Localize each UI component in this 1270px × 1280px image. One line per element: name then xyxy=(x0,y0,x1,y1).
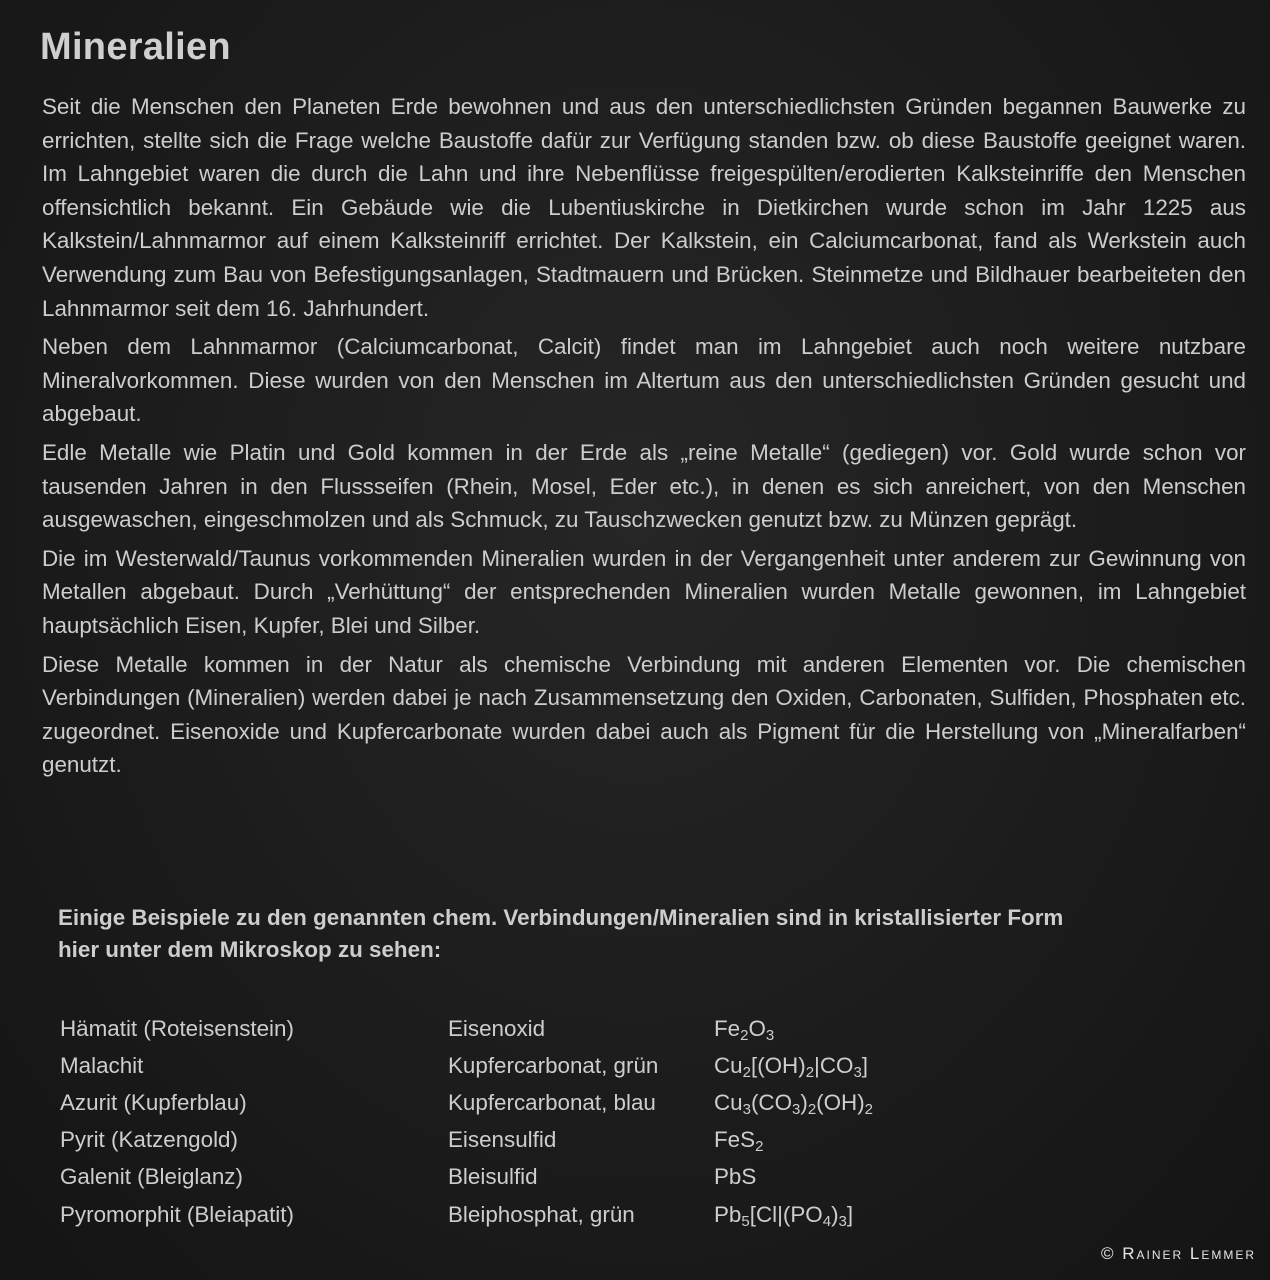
mineral-formula: $Pb_5[Cl|(PO_4)_3]$ xyxy=(714,1201,854,1230)
paragraph: Diese Metalle kommen in der Natur als chemische Verbindung mit anderen Elementen vor. Die chemischen Verbindungen (Mineralien) werden dabei je nach Zusammensetzung den Oxiden, Carbonaten, Sulfiden, Phosphaten etc. zugeordnet. Eisenoxide und Kupfercarbonate wurden dabei auch als Pigment für die Herstellung von „Mineralfarben“ genutzt. xyxy=(42,651,1246,778)
table-row xyxy=(60,1047,960,1084)
mineral-formula: $Cu_2[(OH)_2|CO_3]$ xyxy=(714,1052,869,1081)
paragraph: Neben dem Lahnmarmor (Calciumcarbonat, Calcit) findet man im Lahngebiet auch noch weitere nutzbare Mineralvorkommen. Diese wurden von den Menschen im Altertum aus den unterschiedlichsten Gründen gesucht und abgebaut. xyxy=(42,334,1246,427)
mineral-compound: Eisensulfid xyxy=(448,1127,557,1153)
table-row xyxy=(60,1196,960,1233)
mineral-compound: Bleiphosphat, grün xyxy=(448,1201,635,1227)
mineral-formula: $Cu_3(CO_3)_2(OH)_2$ xyxy=(714,1089,874,1118)
mineral-formula: $Fe_2O_3$ xyxy=(714,1015,775,1044)
mineral-compound: Kupfercarbonat, grün xyxy=(448,1052,659,1078)
mineral-name: Pyromorphit (Bleiapatit) xyxy=(60,1201,294,1227)
mineral-formula: PbS xyxy=(714,1164,757,1190)
mineral-name: Pyrit (Katzengold) xyxy=(60,1127,238,1153)
table-row xyxy=(60,1159,960,1196)
mineral-compound: Eisenoxid xyxy=(448,1015,546,1041)
table-row xyxy=(60,1010,960,1047)
body-text xyxy=(42,90,1246,787)
mineral-name: Malachit xyxy=(60,1052,144,1078)
mineral-name: Hämatit (Roteisenstein) xyxy=(60,1015,294,1041)
intro-line: hier unter dem Mikroskop zu sehen: xyxy=(58,937,442,962)
minerals-table xyxy=(60,1010,960,1233)
mineral-name: Galenit (Bleiglanz) xyxy=(60,1164,243,1190)
paragraph: Seit die Menschen den Planeten Erde bewohnen und aus den unterschiedlichsten Gründen begannen Bauwerke zu errichten, stellte sich die Frage welche Baustoffe dafür zur Verfügung standen bzw. ob diese Baustoffe geeignet waren. Im Lahngebiet waren die durch die Lahn und ihre Nebenflüsse freigespülten/erodierten Kalksteinriffe den Menschen offensichtlich bekannt. Ein Gebäude wie die Lubentiuskirche in Dietkirchen wurde schon im Jahr 1225 aus Kalkstein/Lahnmarmor auf einem Kalksteinriff errichtet. Der Kalkstein, ein Calciumcarbonat, fand als Werkstein auch Verwendung zum Bau von Befestigungsanlagen, Stadtmauern und Brücken. Steinmetze und Bildhauer bearbeiteten den Lahnmarmor seit dem 16. Jahrhundert. xyxy=(42,94,1246,321)
mineral-compound: Bleisulfid xyxy=(448,1164,538,1190)
mineral-formula: FeS$_2$ xyxy=(714,1127,764,1156)
mineral-name: Azurit (Kupferblau) xyxy=(60,1089,247,1115)
intro-line: Einige Beispiele zu den genannten chem. Verbindungen/Mineralien sind in kristallisierter Form xyxy=(58,905,1064,930)
paragraph: Edle Metalle wie Platin und Gold kommen in der Erde als „reine Metalle“ (gediegen) vor. Gold wurde schon vor tausenden Jahren in den Flussseifen (Rhein, Mosel, Eder etc.), in denen es sich anreichert, von den Menschen ausgewaschen, eingeschmolzen und als Schmuck, zu Tauschzwecken genutzt bzw. zu Münzen geprägt. xyxy=(42,439,1246,533)
table-row xyxy=(60,1084,960,1121)
page-title: Mineralien xyxy=(40,26,231,68)
mineral-compound: Kupfercarbonat, blau xyxy=(448,1089,656,1115)
table-row xyxy=(60,1122,960,1159)
examples-intro xyxy=(58,902,1238,966)
copyright-notice: © Rainer Lemmer xyxy=(1100,1244,1256,1263)
paragraph: Die im Westerwald/Taunus vorkommenden Mineralien wurden in der Vergangenheit unter anderem zur Gewinnung von Metallen abgebaut. Durch „Verhüttung“ der entsprechenden Mineralien wurden Metalle gewonnen, im Lahngebiet hauptsächlich Eisen, Kupfer, Blei und Silber. xyxy=(42,545,1246,638)
